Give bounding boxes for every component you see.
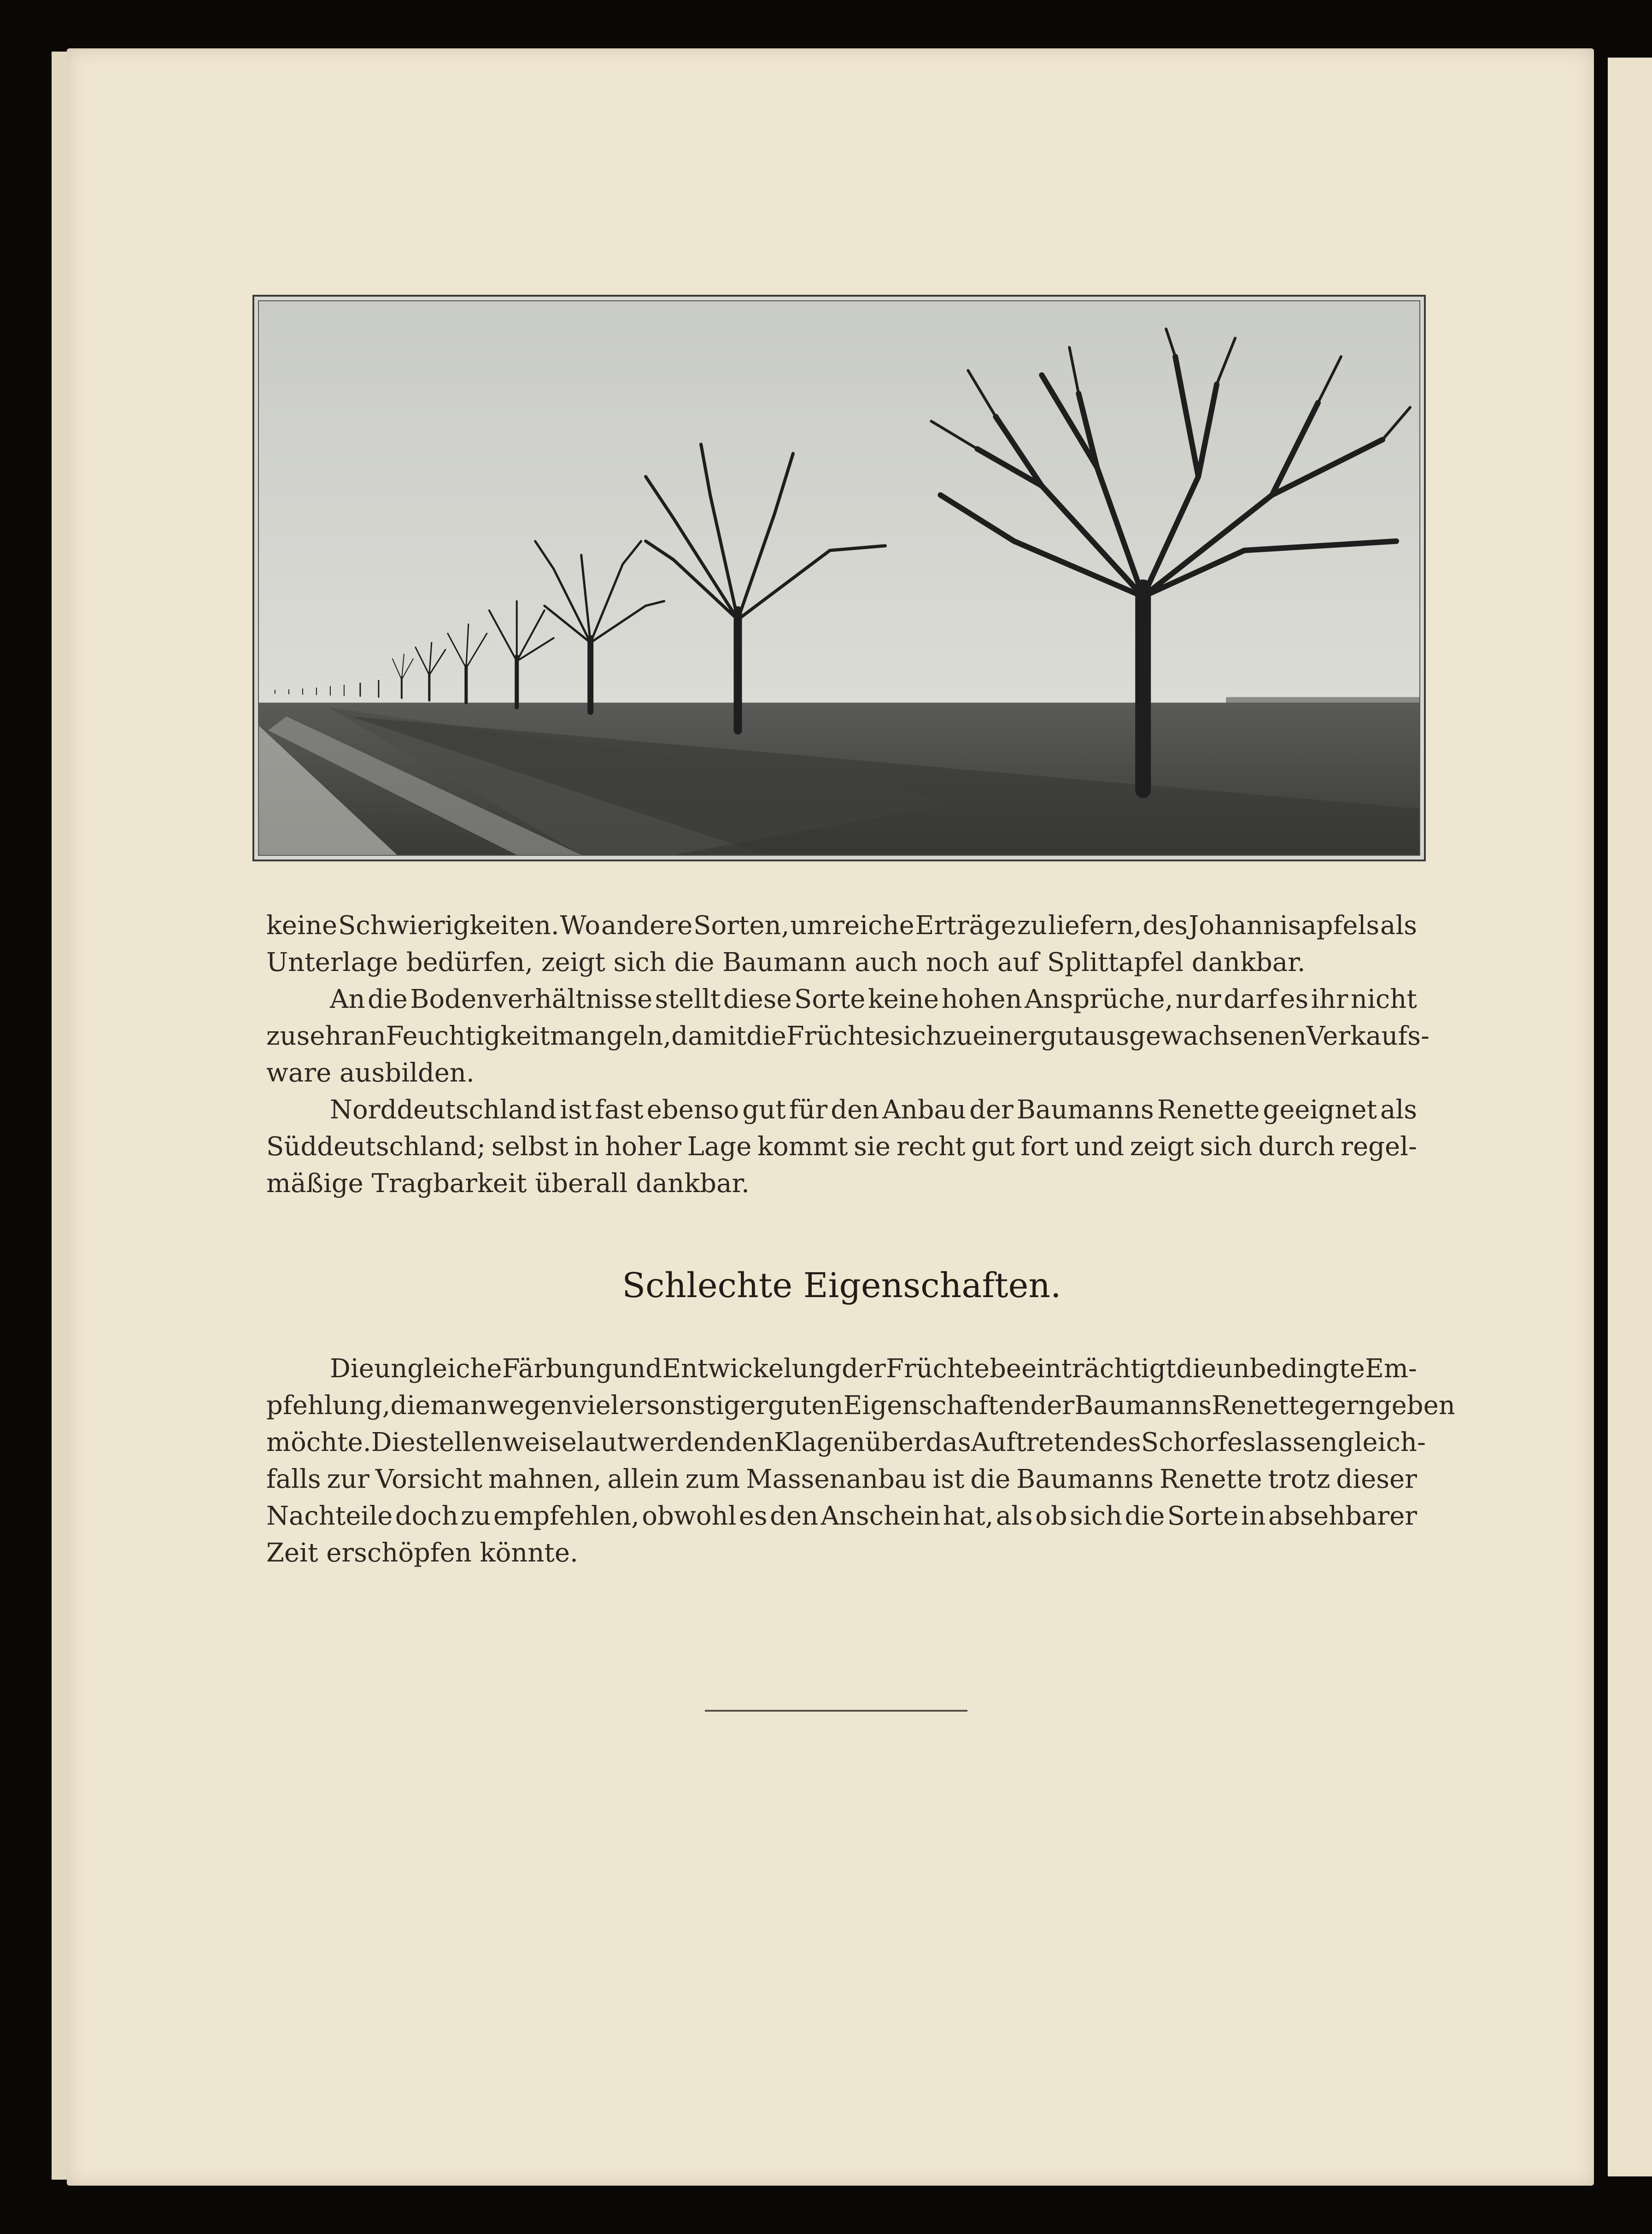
text-line: ware ausbilden.	[266, 1058, 475, 1088]
text-line: An die Bodenverhältnisse stellt diese Sorte keine hohen Ansprüche, nur darf es ihr nicht	[330, 984, 1417, 1014]
text-line: Unterlage bedürfen, zeigt sich die Baumann auch noch auf Splittapfel dankbar.	[266, 947, 1306, 977]
text-line: Zeit erschöpfen könnte.	[266, 1538, 578, 1568]
photo-frame	[258, 300, 1420, 856]
paragraph-2	[266, 981, 1429, 1092]
text-line: pfehlung, die man wegen vieler sonstiger guten Eigenschaften der Baumanns Renette gern geben	[266, 1391, 1455, 1421]
section-heading: Schlechte Eigenschaften.	[622, 1266, 1061, 1305]
paragraph-1	[266, 907, 1417, 981]
paragraph-4	[266, 1351, 1455, 1572]
facing-page-edge	[1608, 58, 1652, 2176]
photograph	[252, 295, 1426, 861]
closing-rule	[705, 1710, 967, 1712]
photo-tree-avenue-winter	[259, 301, 1419, 855]
text-line: Die ungleiche Färbung und Entwickelung der Früchte beeinträchtigt die unbedingte Em-	[330, 1354, 1417, 1384]
text-line: möchte. Die stellenweise laut werdenden Klagen über das Auftreten des Schorfes lassen gleich-	[266, 1427, 1426, 1457]
text-line: keine Schwierigkeiten. Wo andere Sorten, um reiche Erträge zu liefern, des Johannisapfels als	[266, 911, 1417, 941]
text-line: mäßige Tragbarkeit überall dankbar.	[266, 1169, 750, 1199]
paragraph-3	[266, 1092, 1417, 1202]
text-line: zu sehr an Feuchtigkeit mangeln, damit die Früchte sich zu einer gut ausgewachsenen Verkaufs-	[266, 1021, 1429, 1051]
text-line: falls zur Vorsicht mahnen, allein zum Massenanbau ist die Baumanns Renette trotz dieser	[266, 1464, 1417, 1494]
text-line: Süddeutschland; selbst in hoher Lage kommt sie recht gut fort und zeigt sich durch regel-	[266, 1132, 1417, 1162]
text-line: Norddeutschland ist fast ebenso gut für den Anbau der Baumanns Renette geeignet als	[330, 1095, 1417, 1125]
text-line: Nachteile doch zu empfehlen, obwohl es den Anschein hat, als ob sich die Sorte in absehbarer	[266, 1501, 1417, 1531]
